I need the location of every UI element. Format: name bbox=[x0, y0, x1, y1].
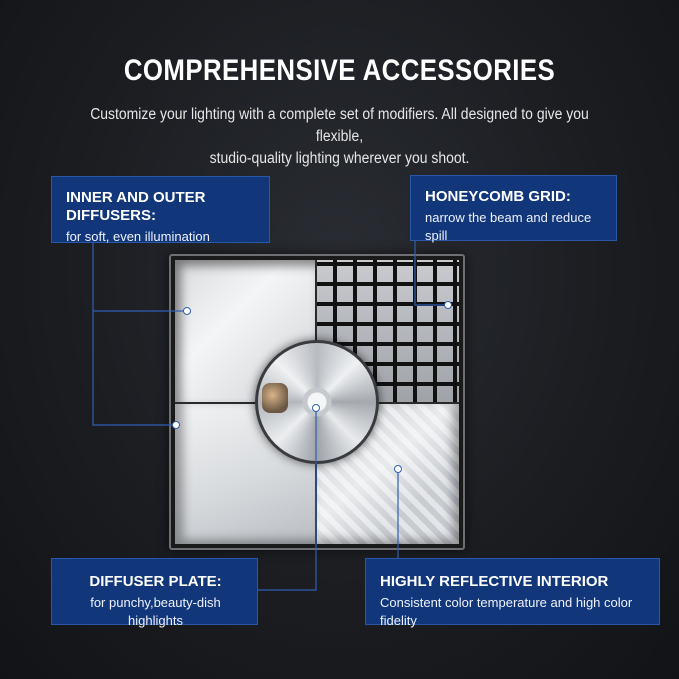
leader-line-honeycomb bbox=[415, 241, 448, 305]
callout-description: Consistent color temperature and high color fidelity bbox=[380, 595, 633, 628]
callout-heading: HONEYCOMB GRID: bbox=[425, 188, 571, 205]
callout-description: for soft, even illumination bbox=[66, 229, 210, 244]
subtitle-line-2: studio-quality lighting wherever you shoot. bbox=[209, 150, 470, 167]
leader-line-inner-outer bbox=[93, 243, 176, 425]
callout-heading: INNER AND OUTER DIFFUSERS: bbox=[66, 189, 206, 224]
callout-heading: DIFFUSER PLATE: bbox=[89, 573, 222, 590]
callout-heading: HIGHLY REFLECTIVE INTERIOR bbox=[380, 573, 609, 590]
callout-description: for punchy,beauty-dish highlights bbox=[90, 595, 221, 628]
marker-dot-reflective bbox=[395, 466, 402, 473]
marker-dot-outer bbox=[184, 308, 191, 315]
callout-reflective-interior bbox=[365, 558, 660, 628]
page-title: COMPREHENSIVE ACCESSORIES bbox=[123, 54, 556, 87]
leader-line-diffuser-plate bbox=[258, 408, 316, 590]
callout-description: narrow the beam and reduce spill bbox=[425, 210, 592, 243]
callout-diffuser-plate bbox=[51, 558, 258, 628]
marker-dot-honeycomb bbox=[445, 302, 452, 309]
subtitle-line-1: Customize your lighting with a complete set of modifiers. All designed to give you flexible, bbox=[90, 106, 589, 145]
callout-inner-outer-diffusers bbox=[51, 176, 270, 243]
marker-dot-inner bbox=[173, 422, 180, 429]
marker-dot-plate bbox=[313, 405, 320, 412]
callout-honeycomb-grid bbox=[410, 175, 617, 241]
